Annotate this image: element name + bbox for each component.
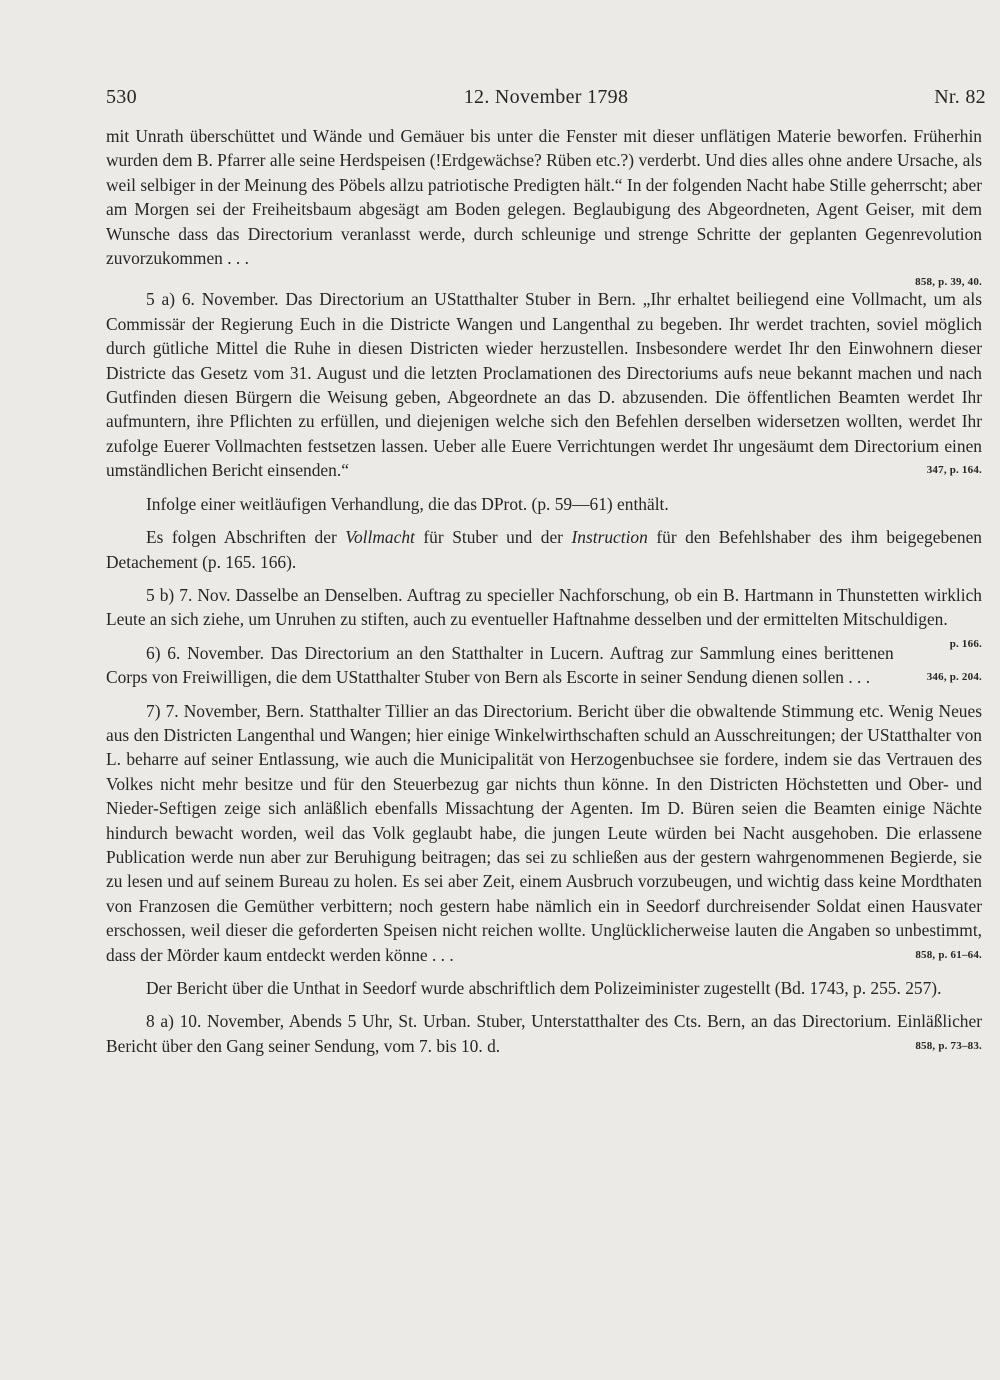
paragraph-bericht <box>106 976 982 1000</box>
paragraph-8a <box>106 1009 982 1058</box>
document-body <box>106 124 982 1058</box>
paragraph-5b <box>106 583 982 650</box>
title-instruction: Instruction <box>571 527 648 548</box>
paragraph-abschriften <box>106 525 982 574</box>
source-reference: 858, p. 39, 40. <box>915 276 982 289</box>
paragraph-infolge-text: Infolge einer weitläufigen Verhandlung, die das DProt. (p. 59—61) enthält. <box>146 493 669 514</box>
source-reference: p. 166. <box>949 637 982 650</box>
source-reference: 346, p. 204. <box>926 671 982 684</box>
paragraph-7 <box>106 699 982 967</box>
paragraph-1 <box>106 124 982 270</box>
document-number: Nr. 82 <box>934 86 986 108</box>
paragraph-7-text: 7) 7. November, Bern. Statthalter Tillier an das Directorium. Bericht über die obwaltende Stimmung etc. Wenig Neues aus den Districten Langenthal und Wangen; hier einige Winkelwirthschaften schuld an Ausschreitungen; der UStatthalter von L. beharre auf seiner Entlassung, wie auch die Municipalität von Herzogenbuchsee sie fordere, indem sie das Vertrauen des Volkes nicht mehr besitze und für den Steuerbezug gar nichts thun könne. In den Districten Höchstetten und Ober- und Nieder-Seftigen zeige sich anläßlich ebenfalls Missachtung der Agenten. Im D. Büren seien die Beamten einige Nächte hindurch bewacht worden, weil das Volk geglaubt habe, die jungen Leute würden bei Nacht ausgehoben. Die erlassene Publication werde nun aber zur Beruhigung beitragen; das sei zu schließen aus der gestern wahrgenommenen Begierde, sie zu lesen und auf seinem Bureau zu holen. Es sei aber Zeit, einem Ausbruch vorzubeugen, und wichtig dass keine Mordthaten von Franzosen die Gemüther verbittern; noch gestern habe nämlich ein in Seedorf durchreisender Soldat einen Hausvater erschossen, weil dieser die geforderten Speisen nicht reichen wollte. Unglücklicherweise lauten die Angaben so unbestimmt, dass der Mörder kaum entdeckt werden könne . . . <box>106 700 982 965</box>
paragraph-5a-text: 5 a) 6. November. Das Directorium an UStatthalter Stuber in Bern. „Ihr erhaltet beiliegend eine Vollmacht, um als Commissär der Regierung Euch in die Districte Wangen und Langenthal zu begeben. Ihr werdet trachten, soviel möglich durch gütliche Mittel die Ruhe in diesen Districten wieder herzustellen. Insbesondere werdet Ihr den Einwohnern dieser Districte das Gesetz vom 31. August und die letzten Proclamationen des Directoriums aufs neue bekannt machen und nach Gutfinden diesen Bürgern die Weisung geben, Abgeordnete an das D. abzusenden. Die öffentlichen Beamten werdet Ihr aufmuntern, ihre Pflichten zu erfüllen, und diejenigen welche sich den Befehlen derselben widersetzen wollten, werdet Ihr zufolge Euerer Vollmachten festsetzen lassen. Ueber alle Euere Verrichtungen werdet Ihr ungesäumt dem Directorium einen umständlichen Bericht einsenden.“ <box>106 289 982 481</box>
paragraph-8a-text: 8 a) 10. November, Abends 5 Uhr, St. Urban. Stuber, Unterstatthalter des Cts. Bern, an das Directorium. Einläßlicher Bericht über den Gang seiner Sendung, vom 7. bis 10. d. <box>106 1011 982 1056</box>
text-segment: für Stuber und der <box>414 527 572 548</box>
source-reference: 858, p. 73–83. <box>915 1039 982 1052</box>
paragraph-5b-text: 5 b) 7. Nov. Dasselbe an Denselben. Auftrag zu specieller Nachforschung, ob ein B. Hartmann in Thunstetten wirklich Leute an sich ziehe, um Unruhen zu stiften, auch zu eventueller Haftnahme desselben und der ermittelten Mitschuldigen. <box>106 584 982 630</box>
paragraph-6-text: 6) 6. November. Das Directorium an den Statthalter in Lucern. Auftrag zur Sammlung eines berittenen Corps von Freiwilligen, die dem UStatthalter Stuber von Bern als Escorte in seiner Sendung dienen sollen . . . <box>106 642 894 688</box>
source-reference: 858, p. 61–64. <box>915 948 982 961</box>
title-vollmacht: Vollmacht <box>345 527 415 548</box>
paragraph-1-reference-line <box>106 271 982 287</box>
paragraph-6 <box>106 641 982 690</box>
page-number: 530 <box>106 86 137 108</box>
page-header <box>106 86 986 114</box>
paragraph-infolge <box>106 492 982 516</box>
text-segment: Es folgen Abschriften der <box>146 527 346 548</box>
header-date: 12. November 1798 <box>463 86 629 108</box>
paragraph-1-text: mit Unrath überschüttet und Wände und Gemäuer bis unter die Fenster mit dieser unflätigen Materie beworfen. Früherhin wurden dem B. Pfarrer alle seine Herdspeisen (!Erdgewächse? Rüben etc.?) verderbt. Und dies alles ohne andere Ursache, als weil selbiger in der Meinung des Pöbels allzu patriotische Predigten hält.“ In der folgenden Nacht habe Stille geherrscht; aber am Morgen sei der Freiheitsbaum abgesägt am Boden gelegen. Beglaubigung des Abgeordneten, Agent Geiser, mit dem Wunsche dass das Directorium veranlasst werde, durch schleunige und strenge Schritte der geplanten Gegenrevolution zuvorzukommen . . . <box>106 126 982 269</box>
text-segment: für den Befehlshaber des ihm beigegebenen Detachement (p. 165. 166). <box>106 527 982 572</box>
source-reference: 347, p. 164. <box>926 464 982 477</box>
paragraph-5a <box>106 287 982 482</box>
paragraph-bericht-text: Der Bericht über die Unthat in Seedorf wurde abschriftlich dem Polizeiminister zugestellt (Bd. 1743, p. 255. 257). <box>146 978 942 998</box>
